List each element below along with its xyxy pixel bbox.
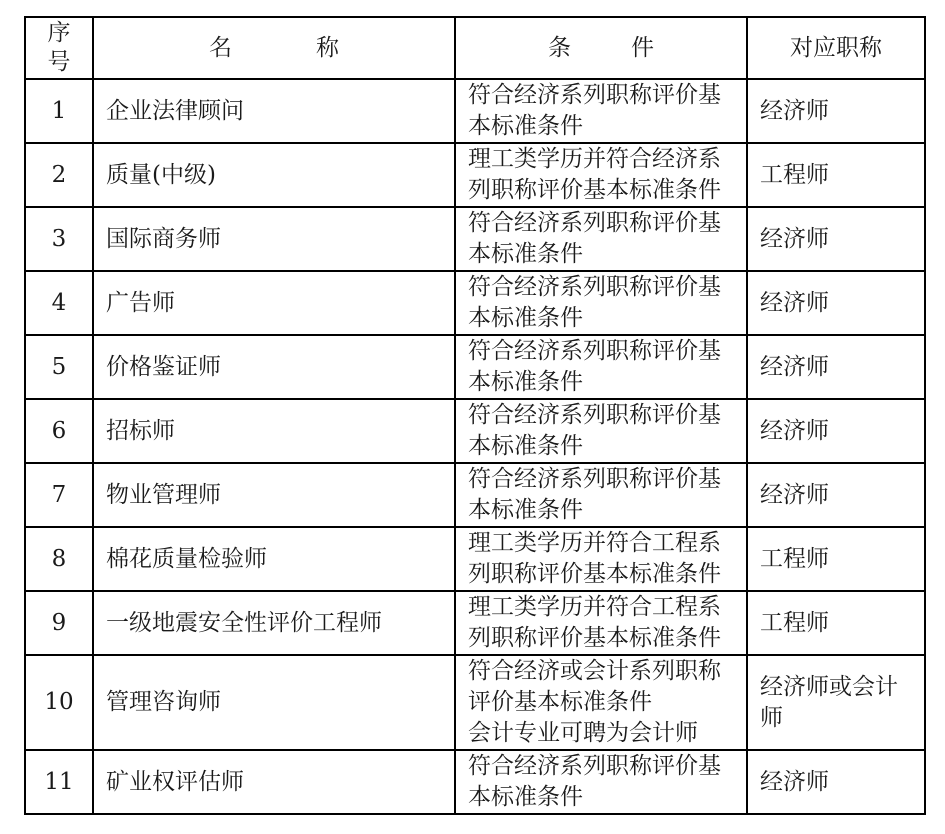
table-row	[25, 750, 925, 814]
row-name: 价格鉴证师	[93, 335, 455, 399]
table-header	[25, 17, 925, 79]
row-title: 经济师	[747, 335, 925, 399]
header-condition	[455, 17, 747, 79]
row-name: 招标师	[93, 399, 455, 463]
row-condition: 符合经济系列职称评价基本标准条件	[455, 463, 747, 527]
table-row	[25, 335, 925, 399]
row-name: 管理咨询师	[93, 655, 455, 750]
row-title: 工程师	[747, 143, 925, 207]
row-seq: 9	[25, 591, 93, 655]
row-name: 棉花质量检验师	[93, 527, 455, 591]
row-condition: 符合经济系列职称评价基本标准条件	[455, 399, 747, 463]
header-seq-line-2: 号	[47, 49, 71, 75]
header-seq-line-1: 序	[47, 20, 71, 46]
table-row	[25, 591, 925, 655]
row-name: 广告师	[93, 271, 455, 335]
row-seq: 6	[25, 399, 93, 463]
row-title: 工程师	[747, 527, 925, 591]
row-title: 经济师	[747, 271, 925, 335]
row-condition: 符合经济系列职称评价基本标准条件	[455, 271, 747, 335]
row-title: 经济师	[747, 399, 925, 463]
row-title: 经济师或会计师	[747, 655, 925, 750]
table-body	[25, 79, 925, 814]
row-name: 质量(中级)	[93, 143, 455, 207]
row-seq: 7	[25, 463, 93, 527]
header-title	[747, 17, 925, 79]
row-condition: 符合经济系列职称评价基本标准条件	[455, 750, 747, 814]
row-condition: 符合经济系列职称评价基本标准条件	[455, 207, 747, 271]
table-row	[25, 463, 925, 527]
row-title: 工程师	[747, 591, 925, 655]
table-row	[25, 143, 925, 207]
header-seq	[25, 17, 93, 79]
row-name: 矿业权评估师	[93, 750, 455, 814]
header-name	[93, 17, 455, 79]
row-condition: 理工类学历并符合工程系列职称评价基本标准条件	[455, 591, 747, 655]
row-seq: 8	[25, 527, 93, 591]
row-condition: 理工类学历并符合工程系列职称评价基本标准条件	[455, 527, 747, 591]
row-condition: 符合经济或会计系列职称评价基本标准条件 会计专业可聘为会计师	[455, 655, 747, 750]
row-seq: 2	[25, 143, 93, 207]
header-title-label: 对应职称	[790, 34, 882, 61]
row-seq: 1	[25, 79, 93, 143]
row-name: 国际商务师	[93, 207, 455, 271]
row-title: 经济师	[747, 207, 925, 271]
row-name: 一级地震安全性评价工程师	[93, 591, 455, 655]
table-row	[25, 527, 925, 591]
table-row	[25, 79, 925, 143]
table-row	[25, 399, 925, 463]
row-title: 经济师	[747, 463, 925, 527]
row-title: 经济师	[747, 750, 925, 814]
row-seq: 10	[25, 655, 93, 750]
table-row	[25, 207, 925, 271]
row-condition: 理工类学历并符合经济系列职称评价基本标准条件	[455, 143, 747, 207]
table-row	[25, 271, 925, 335]
qualification-table	[24, 16, 926, 815]
header-row	[25, 17, 925, 79]
row-title: 经济师	[747, 79, 925, 143]
table-row	[25, 655, 925, 750]
header-name-label: 名称	[209, 34, 423, 61]
row-seq: 4	[25, 271, 93, 335]
row-name: 企业法律顾问	[93, 79, 455, 143]
header-condition-label: 条件	[548, 34, 714, 61]
row-seq: 3	[25, 207, 93, 271]
row-condition: 符合经济系列职称评价基本标准条件	[455, 335, 747, 399]
row-seq: 5	[25, 335, 93, 399]
row-name: 物业管理师	[93, 463, 455, 527]
row-condition: 符合经济系列职称评价基本标准条件	[455, 79, 747, 143]
row-seq: 11	[25, 750, 93, 814]
